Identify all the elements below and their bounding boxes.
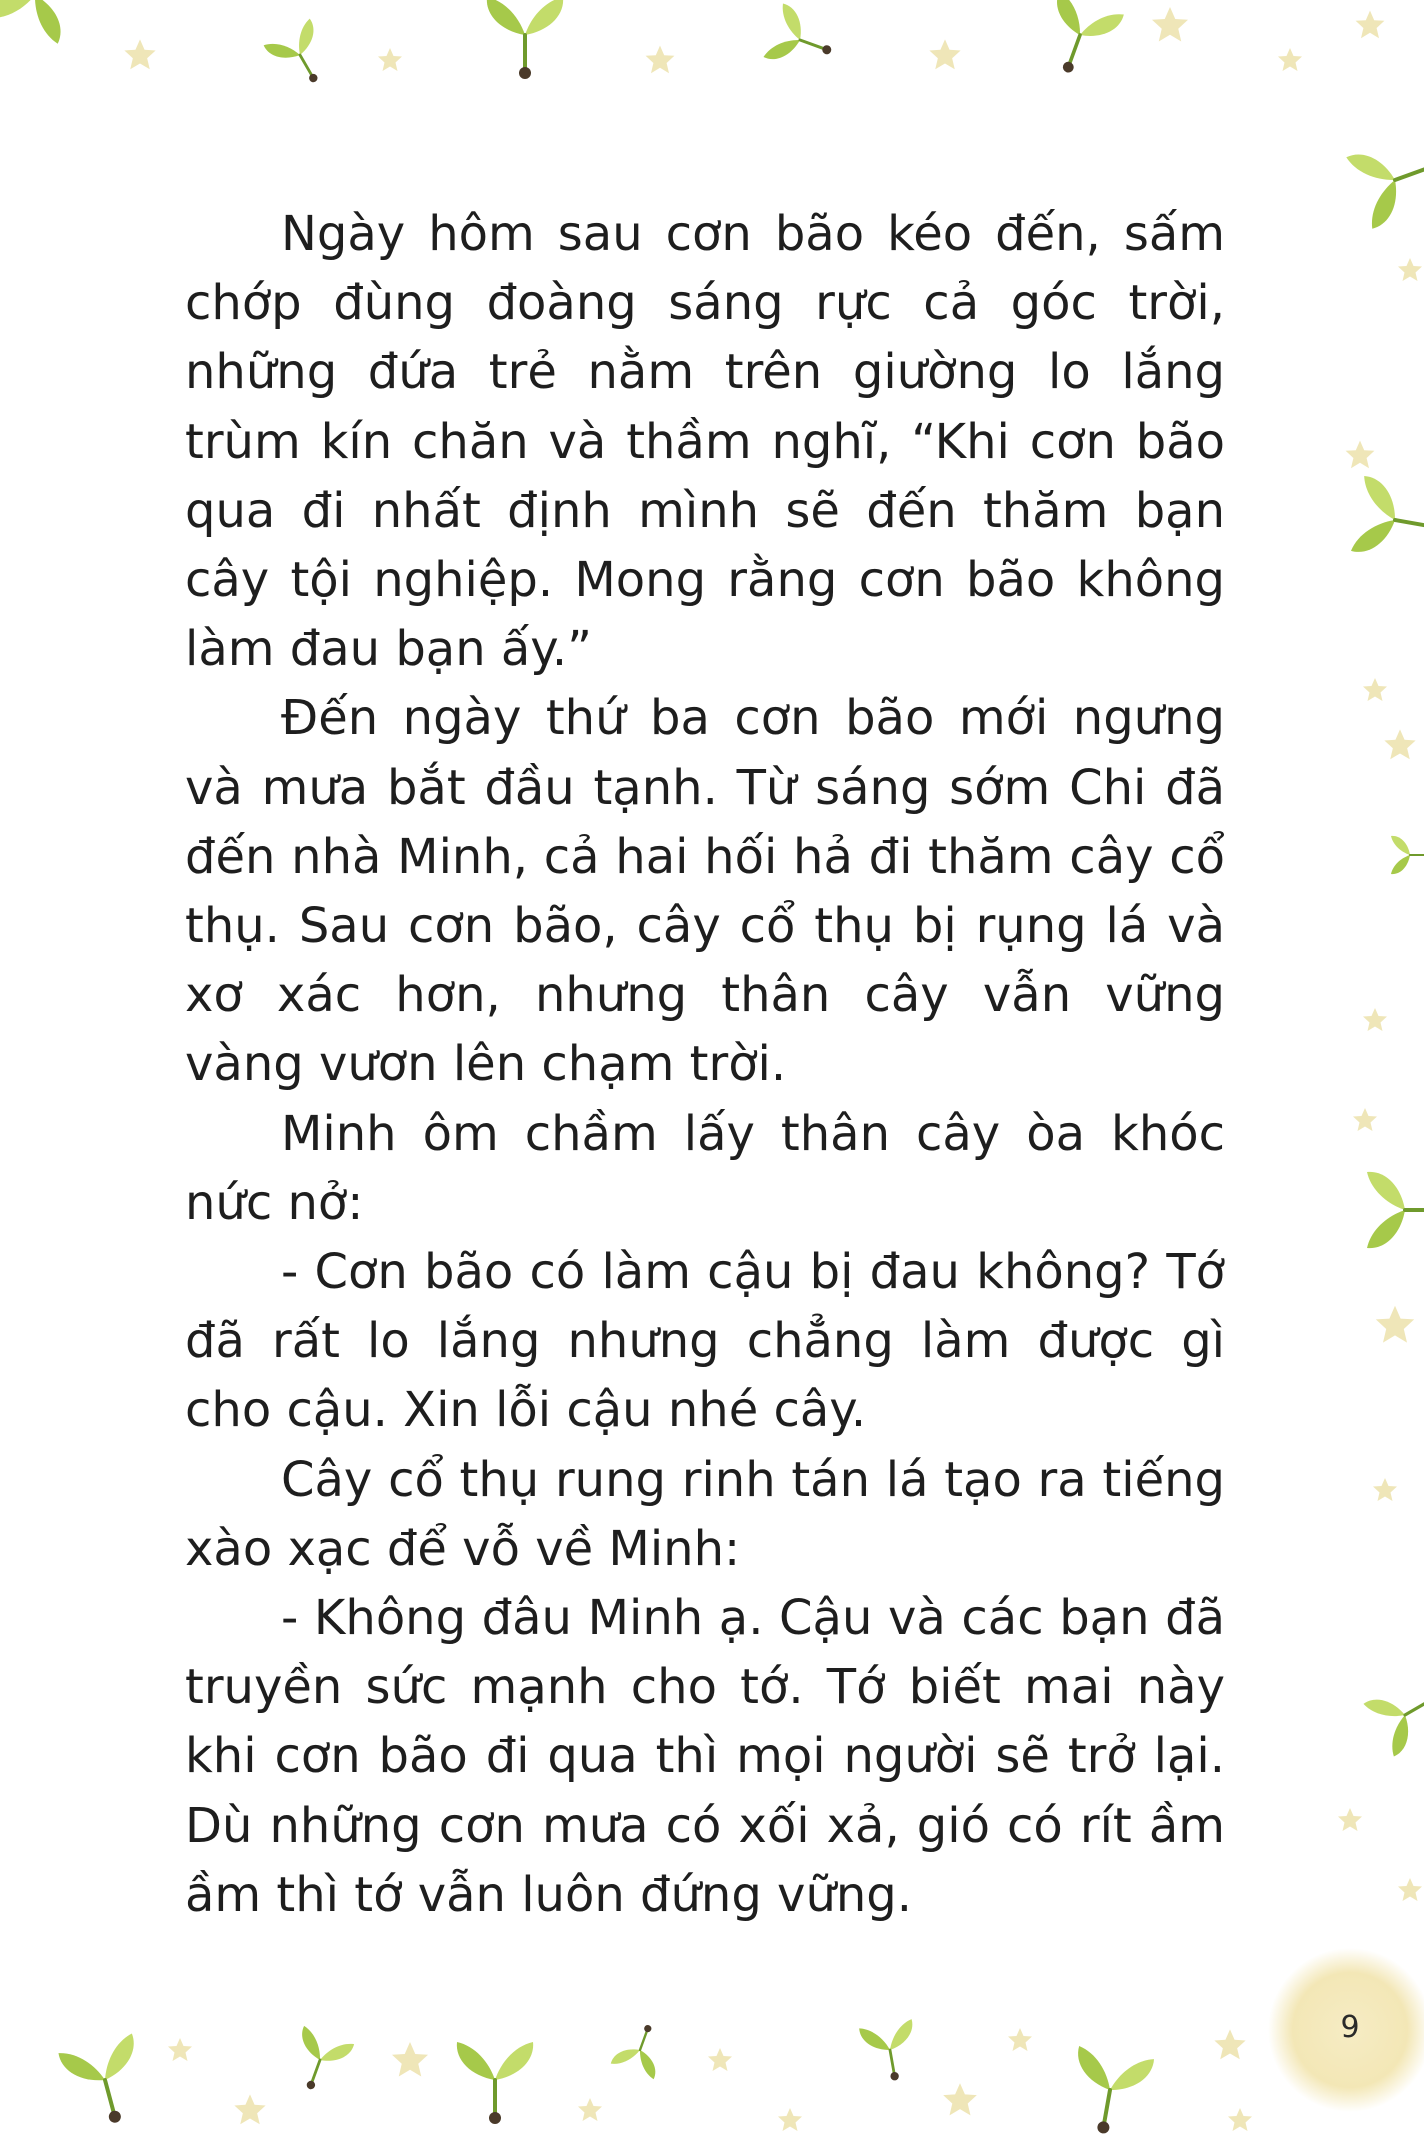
star-icon	[943, 2083, 977, 2115]
sprout-icon	[284, 2026, 354, 2098]
star-icon	[1398, 1878, 1422, 1901]
star-icon	[929, 39, 960, 69]
sprout-icon	[1065, 2046, 1154, 2140]
star-icon	[1363, 678, 1387, 701]
sprout-icon	[0, 0, 86, 44]
sprout-icon	[1346, 129, 1424, 229]
star-icon	[646, 46, 675, 74]
star-icon	[1214, 2029, 1245, 2059]
star-icon	[1356, 11, 1385, 39]
dialogue-paragraph: - Không đâu Minh ạ. Cậu và các bạn đã truyền sức mạnh cho tớ. Tớ biết mai này khi cơn bão đi qua thì mọi người sẽ trở lại. Dù những cơn mưa có xối xả, gió có rít ầm ầm thì tớ vẫn luôn đứng vững.	[185, 1590, 1225, 1923]
dialogue-paragraph: - Cơn bão có làm cậu bị đau không? Tớ đã rất lo lắng nhưng chẳng làm được gì cho cậu. Xin lỗi cậu nhé cây.	[185, 1244, 1225, 1439]
star-icon	[1228, 2108, 1252, 2131]
sprout-icon	[1391, 836, 1424, 874]
star-icon	[778, 2108, 802, 2131]
star-icon	[1363, 1008, 1387, 1031]
star-icon	[708, 2048, 732, 2071]
star-icon	[1373, 1478, 1397, 1501]
sprout-icon	[1034, 0, 1124, 84]
star-icon	[124, 39, 155, 69]
sprout-icon	[457, 2042, 533, 2124]
star-icon	[1346, 441, 1375, 469]
story-text	[185, 200, 1225, 1930]
sprout-icon	[1351, 476, 1424, 565]
sprout-icon	[859, 2019, 922, 2085]
star-icon	[1338, 1808, 1362, 1831]
sprout-icon	[1363, 1671, 1424, 1757]
sprout-icon	[763, 3, 840, 78]
star-icon	[1008, 2028, 1032, 2051]
star-icon	[378, 48, 402, 71]
sprout-icon	[487, 0, 563, 79]
paragraph: Đến ngày thứ ba cơn bão mới ngưng và mưa bắt đầu tạnh. Từ sáng sớm Chi đã đến nhà Minh, cả hai hối hả đi thăm cây cổ thụ. Sau cơn bão, cây cổ thụ bị rụng lá và xơ xác hơn, nhưng thân cây vẫn vững vàng vươn lên chạm trời.	[185, 690, 1225, 1093]
star-icon	[1152, 7, 1188, 42]
star-icon	[1376, 1306, 1414, 1343]
star-icon	[392, 2042, 428, 2077]
page-number: 9	[1340, 2010, 1360, 2045]
paragraph: Ngày hôm sau cơn bão kéo đến, sấm chớp đùng đoàng sáng rực cả góc trời, những đứa trẻ nằm trên giường lo lắng trùm kín chăn và thầm nghĩ, “Khi cơn bão qua đi nhất định mình sẽ đến thăm bạn cây tội nghiệp. Mong rằng cơn bão không làm đau bạn ấy.”	[185, 206, 1225, 678]
sprout-icon	[611, 2017, 671, 2079]
star-icon	[1278, 48, 1302, 71]
sprout-icon	[1367, 1172, 1424, 1248]
star-icon	[1353, 1108, 1377, 1131]
sprout-icon	[58, 2033, 153, 2132]
paragraph: Cây cổ thụ rung rinh tán lá tạo ra tiếng xào xạc để vỗ về Minh:	[185, 1451, 1225, 1577]
sprout-icon	[264, 19, 339, 95]
star-icon	[234, 2094, 265, 2124]
star-icon	[1384, 729, 1415, 759]
star-icon	[1398, 258, 1422, 281]
star-icon	[578, 2098, 602, 2121]
star-icon	[168, 2038, 192, 2061]
paragraph: Minh ôm chầm lấy thân cây òa khóc nức nở:	[185, 1105, 1225, 1231]
